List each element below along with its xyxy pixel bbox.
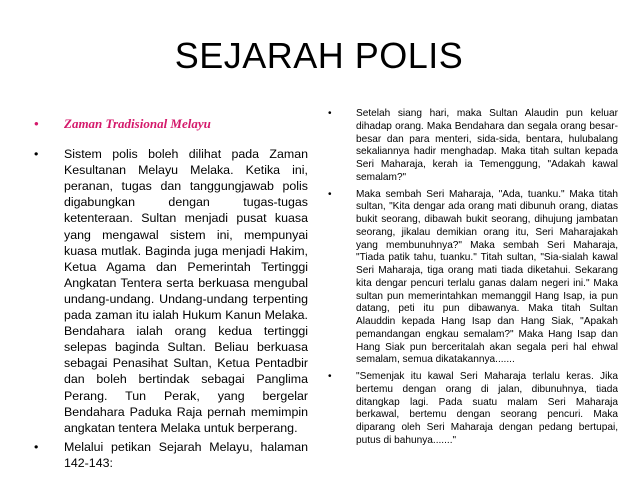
slide-title: SEJARAH POLIS bbox=[174, 35, 464, 76]
left-paragraph-2 bbox=[34, 439, 308, 471]
bullet-icon: • bbox=[34, 147, 39, 162]
bullet-icon: • bbox=[34, 116, 39, 131]
left-heading-item bbox=[34, 116, 308, 132]
bullet-icon: • bbox=[328, 108, 332, 119]
left-paragraph-1-text: Sistem polis boleh dilihat pada Zaman Kesultanan Melayu Melaka. Ketika ini, peranan, tugas dan tanggungjawab polis digabungkan dengan tugas-tugas ketenteraan. Sultan menjadi pusat kuasa yang mengawal sistem ini, mempunyai kuasa mutlak. Baginda juga menjadi Hakim, Ketua Agama dan Pemerintah Tertinggi Angkatan Tentera serta berkuasa mengubal undang-undang. Undang-undang terpenting pada zaman itu ialah Hukum Kanun Melaka. Bendahara ialah orang kedua tertinggi selepas baginda Sultan. Beliau berkuasa sebagai Penasihat Sultan, Ketua Pentadbir dan boleh bertindak sebagai Panglima Perang. Tun Perak, yang bergelar Bendahara Paduka Raja pernah memimpin angkatan tentera Melaka untuk berperang. bbox=[64, 147, 308, 435]
right-paragraph-2 bbox=[328, 189, 618, 368]
bullet-icon: • bbox=[34, 439, 39, 454]
bullet-icon: • bbox=[328, 188, 332, 200]
right-paragraph-1-text: Setelah siang hari, maka Sultan Alaudin pun keluar dihadap orang. Maka Bendahara dan segala orang besar-besar dan para menteri, sida-sida, bentara, hulubalang sekaliannya hadir menghadap. Maka titah sultan kepada Seri Maharaja, kerah ia Temenggung, "Adakah kawal semalam?" bbox=[356, 108, 618, 183]
right-paragraph-2-text: Maka sembah Seri Maharaja, "Ada, tuanku." Maka titah sultan, "Kita dengar ada orang mati dibunuh orang, diatas bukit seorang, dibawah bukit seorang, dihujung jambatan seorang, jikalau demikian orang itu, Seri Maharajakah yang membunuhnya?" Maka sembah Seri Maharaja, "Tiada patik tahu, tuanku." Titah sultan, "Sia-sialah kawal Seri Maharaja, tiga orang mati tiada diketahui. Sekarang kita dengar pencuri terlalu ganas dalam negeri ini." Maka sultan pun memerintahkan memanggil Hang Isap, ia pun datang, peti itu pun dibawanya. Maka titah Sultan Alauddin kepada Hang Isap dan Hang Siak, "Apakah pemandangan engkau semalam?" Maka Hang Isap dan Hang Siak pun berceritalah akan segala peri hal ehwal semalam, semua dikatakannya....... bbox=[356, 188, 618, 366]
right-paragraph-3 bbox=[328, 371, 618, 448]
left-paragraph-2-text: Melalui petikan Sejarah Melayu, halaman 142-143: bbox=[64, 439, 308, 470]
right-paragraph-3-text: "Semenjak itu kawal Seri Maharaja terlalu keras. Jika bertemu dengan orang di jalan, dibunuhnya, tiada ditangkap lagi. Pada suatu malam Seri Maharaja berkawal, bertemu dengan seorang pencuri. Maka diparang oleh Seri Maharaja dengan pedang bertupai, putus di bahunya......." bbox=[356, 371, 618, 446]
right-paragraph-1 bbox=[328, 108, 618, 185]
left-paragraph-1 bbox=[34, 146, 308, 436]
left-heading-text: Zaman Tradisional Melayu bbox=[64, 116, 211, 131]
bullet-icon: • bbox=[328, 371, 332, 382]
left-column bbox=[34, 116, 308, 474]
right-column bbox=[328, 108, 618, 452]
